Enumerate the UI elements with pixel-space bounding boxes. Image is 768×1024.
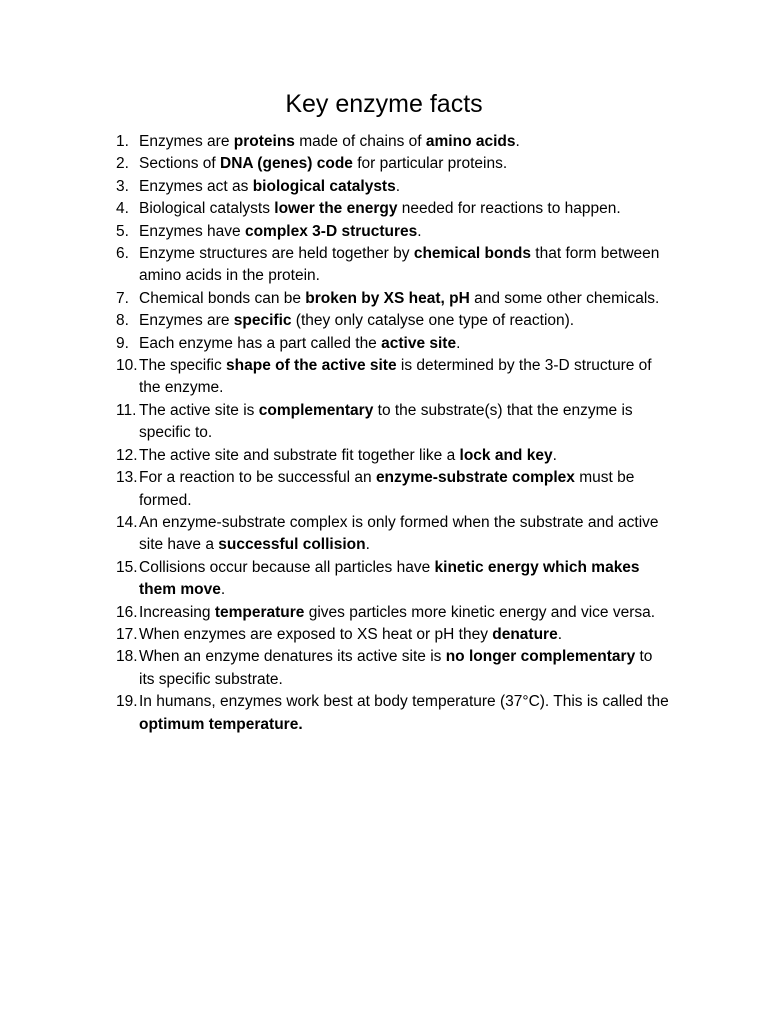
list-item-text <box>139 290 659 307</box>
text-run: must be formed. <box>139 469 635 509</box>
text-run: An enzyme-substrate complex is only formed when the substrate and active site have a <box>139 513 659 554</box>
text-run: Collisions occur because all particles have <box>139 558 435 576</box>
list-item <box>0 646 671 691</box>
list-item-number: 16. <box>116 603 138 621</box>
list-item-number: 6. <box>116 245 129 263</box>
list-item-text <box>139 245 659 284</box>
list-item <box>0 333 671 355</box>
text-run: . <box>417 222 422 240</box>
list-item <box>0 221 671 243</box>
text-run: In humans, enzymes work best at body temperature (37°C). This is called the <box>139 693 669 711</box>
list-item <box>0 176 671 198</box>
bold-term: successful collision <box>218 536 366 554</box>
bold-term: lock and key <box>459 446 553 464</box>
text-run: . <box>515 133 520 150</box>
list-item-number: 4. <box>116 200 129 218</box>
list-item <box>0 512 671 557</box>
text-run: Increasing <box>139 603 215 621</box>
list-item <box>0 310 671 332</box>
text-run: For a reaction to be successful an <box>139 469 376 487</box>
list-item-number: 19. <box>116 693 138 711</box>
list-item-text <box>139 514 659 553</box>
list-item-text <box>139 335 460 352</box>
list-item-text <box>139 604 655 621</box>
list-item-number: 17. <box>116 625 138 643</box>
text-run: The active site and substrate fit together like a <box>139 446 460 464</box>
list-item-number: 18. <box>116 648 138 666</box>
bold-term: active site <box>381 334 457 352</box>
list-item-number: 3. <box>116 177 129 195</box>
text-run: gives particles more kinetic energy and vice versa. <box>304 603 656 621</box>
bold-term: lower the energy <box>274 200 398 218</box>
list-item <box>0 624 671 646</box>
document-title <box>0 88 768 120</box>
list-item-number: 5. <box>116 222 129 240</box>
list-item-number: 2. <box>116 155 129 173</box>
list-item <box>0 445 671 467</box>
text-run: made of chains of <box>294 133 426 150</box>
document-title-text: Key enzyme facts <box>285 90 483 118</box>
list-item-text <box>139 693 669 732</box>
list-item-number: 11. <box>116 401 137 419</box>
bold-term: complementary <box>258 401 374 419</box>
bold-term: DNA (genes) code <box>220 155 353 173</box>
bold-term: complex 3-D structures <box>244 222 418 240</box>
bold-term: optimum temperature. <box>139 715 303 733</box>
bold-term: kinetic energy which makes them move <box>139 558 640 599</box>
list-item <box>0 355 671 400</box>
bold-term: enzyme-substrate complex <box>375 469 575 487</box>
text-run: for particular proteins. <box>352 155 508 173</box>
list-item-text <box>139 559 640 598</box>
bold-term: broken by XS heat, pH <box>305 289 470 307</box>
list-item-number: 8. <box>116 312 129 330</box>
list-item-text <box>139 155 507 172</box>
text-run: When an enzyme denatures its active site is <box>139 648 446 666</box>
text-run: . <box>552 446 557 464</box>
text-run: . <box>365 536 370 554</box>
list-item-text <box>139 402 633 441</box>
text-run: is determined by the 3-D structure of the enzyme. <box>139 357 652 397</box>
list-item-text <box>139 312 574 329</box>
bold-term: biological catalysts <box>252 177 396 195</box>
list-item-number: 15. <box>116 558 138 576</box>
bold-term: amino acids <box>425 133 516 150</box>
text-run: Enzymes act as <box>139 177 253 195</box>
list-item-text <box>139 447 557 464</box>
text-run: to its specific substrate. <box>139 648 653 688</box>
bold-term: shape of the active site <box>226 357 397 375</box>
list-item <box>0 153 671 175</box>
bold-term: denature <box>492 625 558 643</box>
text-run: Biological catalysts <box>139 200 275 218</box>
text-run: to the substrate(s) that the enzyme is specific to. <box>139 401 633 442</box>
list-item-number: 7. <box>116 289 129 307</box>
list-item-number: 1. <box>116 133 129 150</box>
list-item-text <box>139 469 634 508</box>
list-item-number: 12. <box>116 446 138 464</box>
bold-term: no longer complementary <box>445 648 636 666</box>
text-run: . <box>456 334 461 352</box>
text-run: . <box>557 625 563 643</box>
bold-term: temperature <box>214 603 305 621</box>
text-run: needed for reactions to happen. <box>397 200 621 218</box>
list-item <box>0 467 671 512</box>
list-item <box>0 691 671 736</box>
text-run: Enzymes have <box>139 222 245 240</box>
list-item-text <box>139 178 400 195</box>
list-item <box>0 602 671 624</box>
list-item <box>0 198 671 220</box>
text-run: When enzymes are exposed to XS heat or pH they <box>139 625 493 643</box>
text-run: The active site is <box>139 401 259 419</box>
list-item-text <box>139 200 621 217</box>
list-item-text <box>139 223 422 240</box>
text-run: that form between amino acids in the protein. <box>139 245 660 285</box>
text-run: Enzymes are <box>139 312 234 330</box>
list-item-number: 10. <box>116 357 138 375</box>
facts-list <box>0 131 768 736</box>
list-item-number: 13. <box>116 469 138 487</box>
bold-term: chemical bonds <box>413 245 531 263</box>
text-run: (they only catalyse one type of reaction). <box>291 312 575 330</box>
list-item <box>0 400 671 445</box>
text-run: Sections of <box>139 155 220 173</box>
text-run: and some other chemicals. <box>469 289 660 307</box>
list-item <box>0 288 671 310</box>
text-run: Chemical bonds can be <box>139 289 306 307</box>
text-run: Enzyme structures are held together by <box>139 245 414 263</box>
text-run: . <box>395 177 401 195</box>
list-item-number: 9. <box>116 334 129 352</box>
list-item-text <box>139 648 652 687</box>
list-item <box>0 131 671 153</box>
list-item <box>0 557 671 602</box>
list-item-text <box>139 133 520 150</box>
text-run: Each enzyme has a part called the <box>139 334 382 352</box>
bold-term: specific <box>233 312 292 330</box>
text-run: Enzymes are <box>139 133 234 150</box>
bold-term: proteins <box>233 133 295 150</box>
text-run: The specific <box>139 357 227 375</box>
list-item <box>0 243 671 288</box>
text-run: . <box>220 581 226 599</box>
list-item-text <box>139 626 562 643</box>
list-item-number: 14. <box>116 513 138 531</box>
list-item-text <box>139 357 652 396</box>
